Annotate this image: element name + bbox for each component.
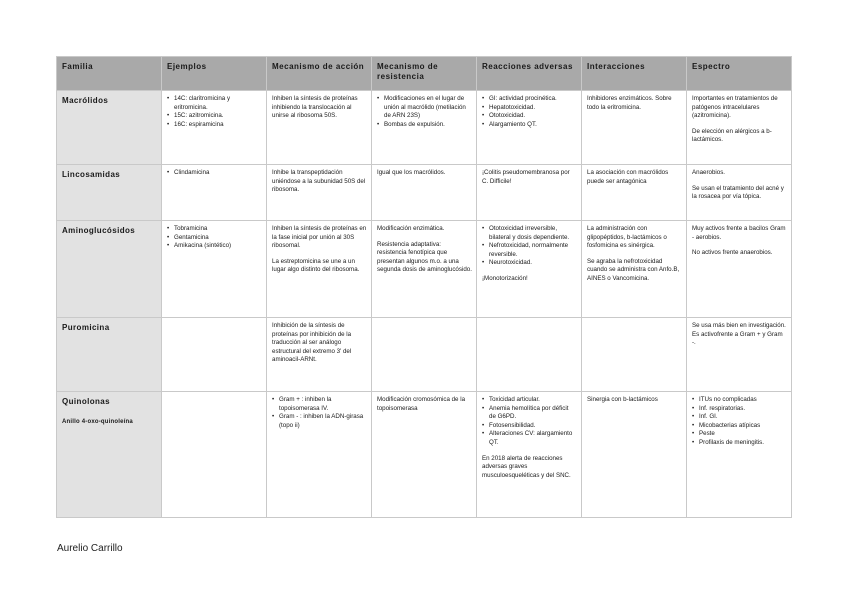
- bullet-item: • Nefrotoxicidad, normalmente reversible.: [482, 242, 577, 259]
- cell-text: La estreptomicina se une a un lugar algo distinto del ribosoma.: [272, 257, 360, 274]
- table-cell: [267, 165, 372, 221]
- cell-text: La asociación con macrólidos puede ser antagónica: [587, 169, 669, 185]
- bullet-item: • Peste: [692, 430, 787, 439]
- table-cell: [267, 221, 372, 318]
- table-cell: [162, 165, 267, 221]
- bullet-item: • Ototoxicidad irreversible, bilateral y dosis dependiente.: [482, 225, 577, 242]
- bullet-item: • GI: actividad procinética.: [482, 95, 577, 104]
- table-cell: [372, 318, 477, 392]
- cell-text: Inhibición de la síntesis de proteínas por inhibición de la traducción al ser análogo estructural del extremo 3' del aminoacil-ARNt.: [272, 322, 352, 364]
- table-cell: [477, 318, 582, 392]
- family-name: Macrólidos: [62, 96, 109, 105]
- table-cell: [267, 91, 372, 165]
- table-cell: [582, 392, 687, 518]
- table-row: [57, 91, 792, 165]
- table-cell: [162, 392, 267, 518]
- cell-text: Inhiben la síntesis de proteínas inhibiendo la translocación al unirse al ribosoma 50S.: [272, 95, 358, 120]
- header-familia: Familia: [57, 57, 162, 91]
- cell-text: Sinergia con b-lactámicos: [587, 396, 658, 403]
- table-cell: [687, 165, 792, 221]
- header-espectro: Espectro: [687, 57, 792, 91]
- cell-text: Inhibe la transpeptidación uniéndose a la subunidad 50S del ribosoma.: [272, 169, 366, 194]
- header-interacciones: Interacciones: [582, 57, 687, 91]
- antibiotics-table: [56, 56, 792, 518]
- header-ejemplos: Ejemplos: [162, 57, 267, 91]
- bullet-item: • Neurotoxicidad.: [482, 259, 577, 268]
- cell-text: Se usa más bien en investigación. Es activofrente a Gram + y Gram -.: [692, 322, 786, 347]
- cell-text: La administración con glipopéptidos, b-lactámicos o fosfomicina es sinérgica.: [587, 225, 667, 250]
- table-row: [57, 392, 792, 518]
- bullet-item: • Gram - : inhiben la ADN-girasa (topo ii): [272, 413, 367, 430]
- bullet-item: • 14C: claritromicina y eritromicina.: [167, 95, 262, 112]
- bullet-item: • Alteraciones CV: alargamiento QT.: [482, 430, 577, 447]
- bullet-item: • Anemia hemolítica por déficit de G6PD.: [482, 405, 577, 422]
- header-row: [57, 57, 792, 91]
- cell-text: Anaerobios.: [692, 169, 726, 176]
- family-cell: [57, 91, 162, 165]
- table-cell: [582, 91, 687, 165]
- bullet-item: • Alargamiento QT.: [482, 121, 577, 130]
- bullet-item: • ITUs no complicadas: [692, 396, 787, 405]
- cell-text: Modificación cromosómica de la topoisomerasa: [377, 396, 466, 412]
- table-row: [57, 318, 792, 392]
- family-name: Aminoglucósidos: [62, 226, 136, 235]
- header-reacciones-adversas: Reacciones adversas: [477, 57, 582, 91]
- bullet-item: • Clindamicina: [167, 169, 262, 178]
- author-name: Aurelio Carrillo: [57, 543, 123, 554]
- table-cell: [582, 165, 687, 221]
- table-cell: [372, 221, 477, 318]
- table-cell: [687, 392, 792, 518]
- bullet-item: • Micobacterias atípicas: [692, 422, 787, 431]
- cell-text: Resistencia adaptativa: resistencia fenotípica que presentan algunos m.o. a una segunda dosis de aminoglucósido.: [377, 240, 472, 274]
- family-cell: [57, 392, 162, 518]
- table-cell: [477, 221, 582, 318]
- table-cell: [477, 392, 582, 518]
- bullet-list: [167, 169, 262, 178]
- cell-text: Se agraba la nefrotoxicidad cuando se administra con Anfo.B, AINES o Vancomicina.: [587, 257, 680, 282]
- cell-text: Muy activos frente a bacilos Gram - aerobios.: [692, 225, 786, 241]
- table-cell: [477, 91, 582, 165]
- bullet-list: [482, 396, 577, 448]
- bullet-item: • Ototoxicidad.: [482, 112, 577, 121]
- bullet-item: • Amikacina (sintético): [167, 242, 262, 251]
- bullet-list: [377, 95, 472, 129]
- family-cell: [57, 221, 162, 318]
- family-name: Lincosamidas: [62, 170, 121, 179]
- table-cell: [162, 221, 267, 318]
- table-row: [57, 165, 792, 221]
- bullet-list: [167, 225, 262, 251]
- bullet-item: • 15C: azitromicina.: [167, 112, 262, 121]
- table-row: [57, 221, 792, 318]
- table-cell: [582, 221, 687, 318]
- bullet-item: • Hepatotoxicidad.: [482, 104, 577, 113]
- bullet-item: • 16C: espiramicina: [167, 121, 262, 130]
- table-cell: [162, 91, 267, 165]
- bullet-list: [482, 225, 577, 268]
- table-cell: [372, 165, 477, 221]
- header-mecanismo-accion: Mecanismo de acción: [267, 57, 372, 91]
- cell-text: No activos frente anaerobios.: [692, 249, 773, 257]
- table-body: [57, 91, 792, 518]
- bullet-item: • Fotosensibilidad.: [482, 422, 577, 431]
- cell-text: Igual que los macrólidos.: [377, 169, 446, 176]
- table-cell: [372, 392, 477, 518]
- cell-text: Importantes en tratamientos de patógenos intracelulares (azitromicina).: [692, 95, 778, 120]
- bullet-item: • Gentamicina: [167, 234, 262, 243]
- family-cell: [57, 318, 162, 392]
- bullet-list: [482, 95, 577, 129]
- family-subtitle: Anillo 4-oxo-quinoleína: [62, 419, 133, 425]
- bullet-item: • Bombas de expulsión.: [377, 121, 472, 130]
- family-name: Puromicina: [62, 323, 110, 332]
- cell-text: Inhibidores enzimáticos. Sobre todo la eritromicina.: [587, 95, 672, 111]
- cell-text: Se usan el tratamiento del acné y la rosacea por vía tópica.: [692, 184, 784, 201]
- family-cell: [57, 165, 162, 221]
- bullet-item: • Toxicidad articular.: [482, 396, 577, 405]
- bullet-list: [272, 396, 367, 430]
- bullet-item: • Tobramicina: [167, 225, 262, 234]
- cell-text: Modificación enzimática.: [377, 225, 445, 232]
- table-cell: [267, 392, 372, 518]
- table-cell: [687, 221, 792, 318]
- family-name: Quinolonas: [62, 397, 110, 406]
- bullet-item: • Profilaxis de meningitis.: [692, 439, 787, 448]
- bullet-list: [167, 95, 262, 129]
- table-cell: [687, 318, 792, 392]
- table-cell: [477, 165, 582, 221]
- table-cell: [687, 91, 792, 165]
- table-cell: [162, 318, 267, 392]
- cell-text: En 2018 alerta de reacciones adversas graves musculoesqueléticas y del SNC.: [482, 454, 571, 479]
- cell-text: De elección en alérgicos a b-lactámicos.: [692, 127, 772, 144]
- table-cell: [582, 318, 687, 392]
- cell-text: Inhiben la síntesis de proteínas en la fase inicial por unión al 30S ribosomal.: [272, 225, 367, 250]
- bullet-item: • Gram + : inhiben la topoisomerasa IV.: [272, 396, 367, 413]
- bullet-item: • Inf. respiratorias.: [692, 405, 787, 414]
- bullet-list: [692, 396, 787, 448]
- table-cell: [267, 318, 372, 392]
- cell-text: ¡Monotorización!: [482, 274, 528, 282]
- header-mecanismo-resistencia: Mecanismo de resistencia: [372, 57, 477, 91]
- bullet-item: • Modificaciones en el lugar de unión al macrólido (metilación de ARN 23S): [377, 95, 472, 121]
- bullet-item: • Inf. GI.: [692, 413, 787, 422]
- table-cell: [372, 91, 477, 165]
- cell-text: ¡Colitis pseudomembranosa por C. Difficile!: [482, 169, 570, 185]
